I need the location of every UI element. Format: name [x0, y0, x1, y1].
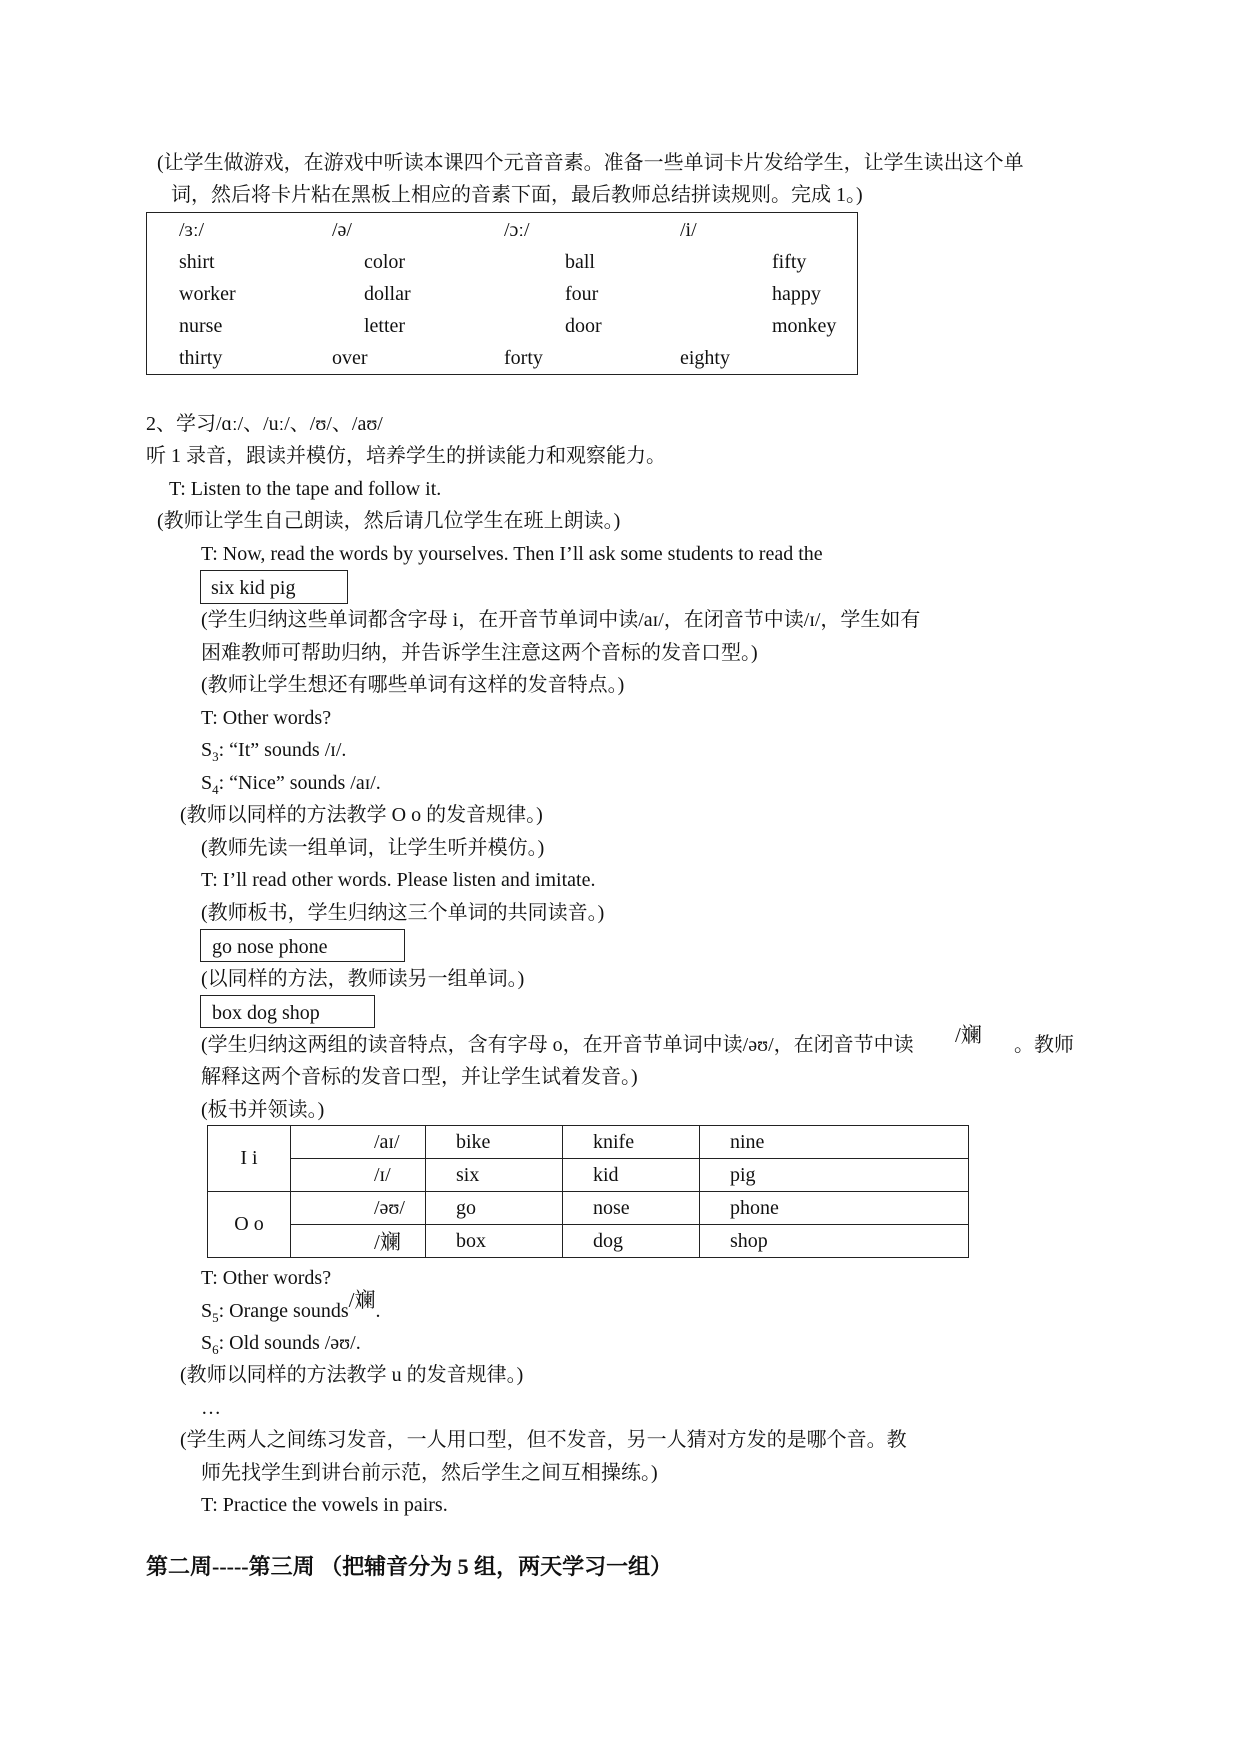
speaker-label: S [201, 1300, 213, 1322]
teacher-note: 。教师 [1014, 1034, 1074, 1056]
word-box-text: six kid pig [211, 577, 296, 599]
phoneme-cell: /ɪ/ [291, 1159, 426, 1192]
teacher-note: (教师板书，学生归纳这三个单词的共同读音。) [201, 902, 605, 924]
word-cell: box [426, 1225, 563, 1258]
vowel-word: happy [772, 283, 821, 305]
vowel-word: shirt [179, 251, 215, 273]
speaker-label: S [201, 1332, 213, 1354]
section-2-title: 2、学习/ɑː/、/uː/、/ʊ/、/aʊ/ [146, 413, 383, 435]
word-box-o2 [200, 995, 375, 1028]
vowel-header: /i/ [680, 219, 697, 241]
speaker-subscript: 3 [212, 749, 219, 764]
garbled-glyph: /斓 [348, 1288, 376, 1312]
speaker-subscript: 6 [212, 1342, 219, 1357]
teacher-line: T: Practice the vowels in pairs. [201, 1494, 448, 1516]
vowel-header: /ə/ [332, 219, 352, 241]
ellipsis: … [201, 1397, 221, 1419]
student-line-s5 [201, 1288, 381, 1325]
teacher-note: 解释这两个音标的发音口型，并让学生试着发音。) [201, 1066, 638, 1088]
letter-phoneme-table [207, 1125, 969, 1258]
speaker-label: S [201, 739, 213, 761]
vowel-header: /ɜː/ [179, 219, 205, 241]
teacher-note: 困难教师可帮助归纳，并告诉学生注意这两个音标的发音口型。) [201, 642, 758, 664]
word-box-text: go nose phone [212, 936, 328, 958]
teacher-line: T: Other words? [201, 707, 332, 729]
vowel-word: thirty [179, 347, 223, 369]
vowel-word: nurse [179, 315, 223, 337]
teacher-line: T: I’ll read other words. Please listen and imitate. [201, 869, 596, 891]
section-2-desc: 听 1 录音，跟读并模仿，培养学生的拼读能力和观察能力。 [146, 445, 666, 467]
student-text: : “Nice” sounds /aɪ/. [218, 772, 381, 794]
intro-note-line-2: 词，然后将卡片粘在黑板上相应的音素下面，最后教师总结拼读规则。完成 1。) [171, 184, 863, 206]
student-text: : Orange sounds [218, 1300, 349, 1322]
student-text: : “It” sounds /ɪ/. [218, 739, 347, 761]
teacher-note: (教师先读一组单词，让学生听并模仿。) [201, 837, 545, 859]
teacher-note: (学生归纳这两组的读音特点，含有字母 o，在开音节单词中读/əʊ/，在闭音节中读 [201, 1034, 914, 1056]
teacher-line: T: Listen to the tape and follow it. [169, 478, 442, 500]
word-cell: nine [700, 1126, 969, 1159]
vowel-header: /ɔː/ [504, 219, 530, 241]
week-heading: 第二周-----第三周 （把辅音分为 5 组，两天学习一组） [146, 1554, 673, 1579]
vowel-word: forty [504, 347, 543, 369]
letter-cell: O o [208, 1192, 291, 1258]
vowel-word: letter [364, 315, 406, 337]
vowel-word: door [565, 315, 602, 337]
word-cell: bike [426, 1126, 563, 1159]
vowel-word: color [364, 251, 406, 273]
garbled-glyph: /斓 [955, 1023, 982, 1047]
speaker-subscript: 5 [212, 1310, 219, 1325]
phoneme-cell [291, 1225, 426, 1258]
word-cell: shop [700, 1225, 969, 1258]
student-text: : Old sounds /əʊ/. [218, 1332, 361, 1354]
vowel-word: ball [565, 251, 595, 273]
vowel-word: eighty [680, 347, 730, 369]
vowel-word: worker [179, 283, 236, 305]
teacher-note: 师先找学生到讲台前示范，然后学生之间互相操练。) [201, 1462, 658, 1484]
garbled-glyph: /斓 [374, 1230, 401, 1254]
word-cell: knife [563, 1126, 700, 1159]
teacher-note: (学生两人之间练习发音，一人用口型，但不发音，另一人猜对方发的是哪个音。教 [180, 1429, 907, 1451]
letter-cell: I i [208, 1126, 291, 1192]
student-text-end: . [375, 1300, 381, 1322]
phoneme-cell: /aɪ/ [291, 1126, 426, 1159]
word-box-i [200, 570, 348, 604]
vowel-word: monkey [772, 315, 837, 337]
student-line-s6 [201, 1332, 361, 1357]
vowel-word: dollar [364, 283, 411, 305]
teacher-note: (学生归纳这些单词都含字母 i，在开音节单词中读/aɪ/，在闭音节中读/ɪ/，学生如有 [201, 609, 921, 631]
word-cell: kid [563, 1159, 700, 1192]
word-cell: pig [700, 1159, 969, 1192]
student-line-s4 [201, 772, 381, 797]
word-box-text: box dog shop [212, 1002, 320, 1024]
word-box-o1 [200, 929, 405, 962]
vowel-word: over [332, 347, 368, 369]
speaker-subscript: 4 [212, 782, 219, 797]
word-cell: nose [563, 1192, 700, 1225]
word-cell: six [426, 1159, 563, 1192]
teacher-note: (教师让学生想还有哪些单词有这样的发音特点。) [201, 674, 625, 696]
intro-note-line-1: (让学生做游戏，在游戏中听读本课四个元音音素。准备一些单词卡片发给学生，让学生读出这个单 [157, 152, 1024, 174]
teacher-note: (教师以同样的方法教学 O o 的发音规律。) [180, 804, 543, 826]
teacher-note: (教师以同样的方法教学 u 的发音规律。) [180, 1364, 524, 1386]
student-line-s3 [201, 739, 347, 764]
teacher-note: (板书并领读。) [201, 1099, 325, 1121]
vowel-word: fifty [772, 251, 807, 273]
vowel-table [146, 212, 858, 375]
vowel-word: four [565, 283, 599, 305]
teacher-line: T: Other words? [201, 1267, 332, 1289]
teacher-note: (教师让学生自己朗读，然后请几位学生在班上朗读。) [157, 510, 621, 532]
phoneme-cell: /əʊ/ [291, 1192, 426, 1225]
word-cell: phone [700, 1192, 969, 1225]
teacher-line: T: Now, read the words by yourselves. Then I’ll ask some students to read the [201, 543, 823, 565]
word-cell: go [426, 1192, 563, 1225]
teacher-note: (以同样的方法，教师读另一组单词。) [201, 968, 525, 990]
speaker-label: S [201, 772, 213, 794]
word-cell: dog [563, 1225, 700, 1258]
